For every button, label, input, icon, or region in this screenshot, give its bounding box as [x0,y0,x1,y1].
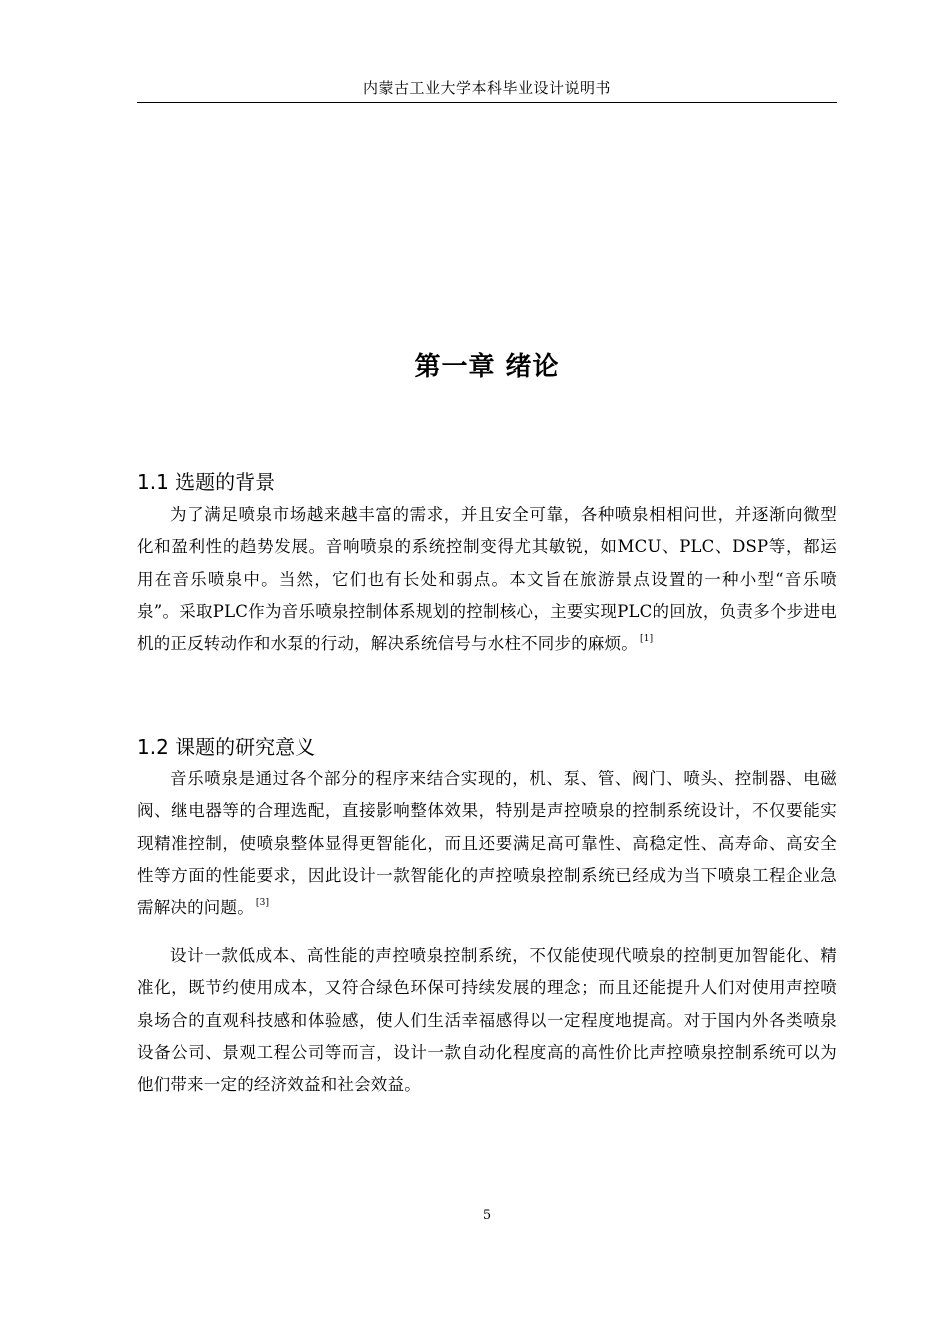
page-header-title: 内蒙古工业大学本科毕业设计说明书 [362,79,611,97]
paragraph-text: 音乐喷泉是通过各个部分的程序来结合实现的，机、泵、管、阀门、喷头、控制器、电磁阀、继电器等的合理选配，直接影响整体效果，特别是声控喷泉的控制系统设计，不仅要能实现精准控制，使喷泉整体显得更智能化，而且还要满足高可靠性、高稳定性、高寿命、高安全性等方面的性能要求，因此设计一款智能化的声控喷泉控制系统已经成为当下喷泉工程企业急需解决的问题。 [137,769,837,918]
page-number: 5 [482,1208,492,1223]
paragraph-text: 设计一款低成本、高性能的声控喷泉控制系统，不仅能使现代喷泉的控制更加智能化、精准化，既节约使用成本，又符合绿色环保可持续发展的理念；而且还能提升人们对使用声控喷泉场合的直观科技感和体验感，使人们生活幸福感得以一定程度地提高。对于国内外各类喷泉设备公司、景观工程公司等而言，设计一款自动化程度高的高性价比声控喷泉控制系统可以为他们带来一定的经济效益和社会效益。 [137,946,837,1095]
paragraph [137,763,837,924]
header-divider [137,102,837,103]
citation: [1] [640,634,654,645]
paragraph [137,940,837,1101]
paragraph-text: 为了满足喷泉市场越来越丰富的需求，并且安全可靠，各种喷泉相相问世，并逐渐向微型化和盈利性的趋势发展。音响喷泉的系统控制变得尤其敏锐，如MCU、PLC、DSP等，都运用在音乐喷泉中。当然，它们也有长处和弱点。本文旨在旅游景点设置的一种小型“音乐喷泉”。采取PLC作为音乐喷泉控制体系规划的控制核心，主要实现PLC的回放，负责多个步进电机的正反转动作和水泵的行动，解决系统信号与水柱不同步的麻烦。 [137,505,837,654]
section-heading-significance: 1.2 课题的研究意义 [137,735,316,759]
citation: [3] [255,898,270,909]
section-heading-background: 1.1 选题的背景 [137,470,276,494]
chapter-title: 第一章 绪论 [414,352,560,382]
paragraph [137,499,837,660]
